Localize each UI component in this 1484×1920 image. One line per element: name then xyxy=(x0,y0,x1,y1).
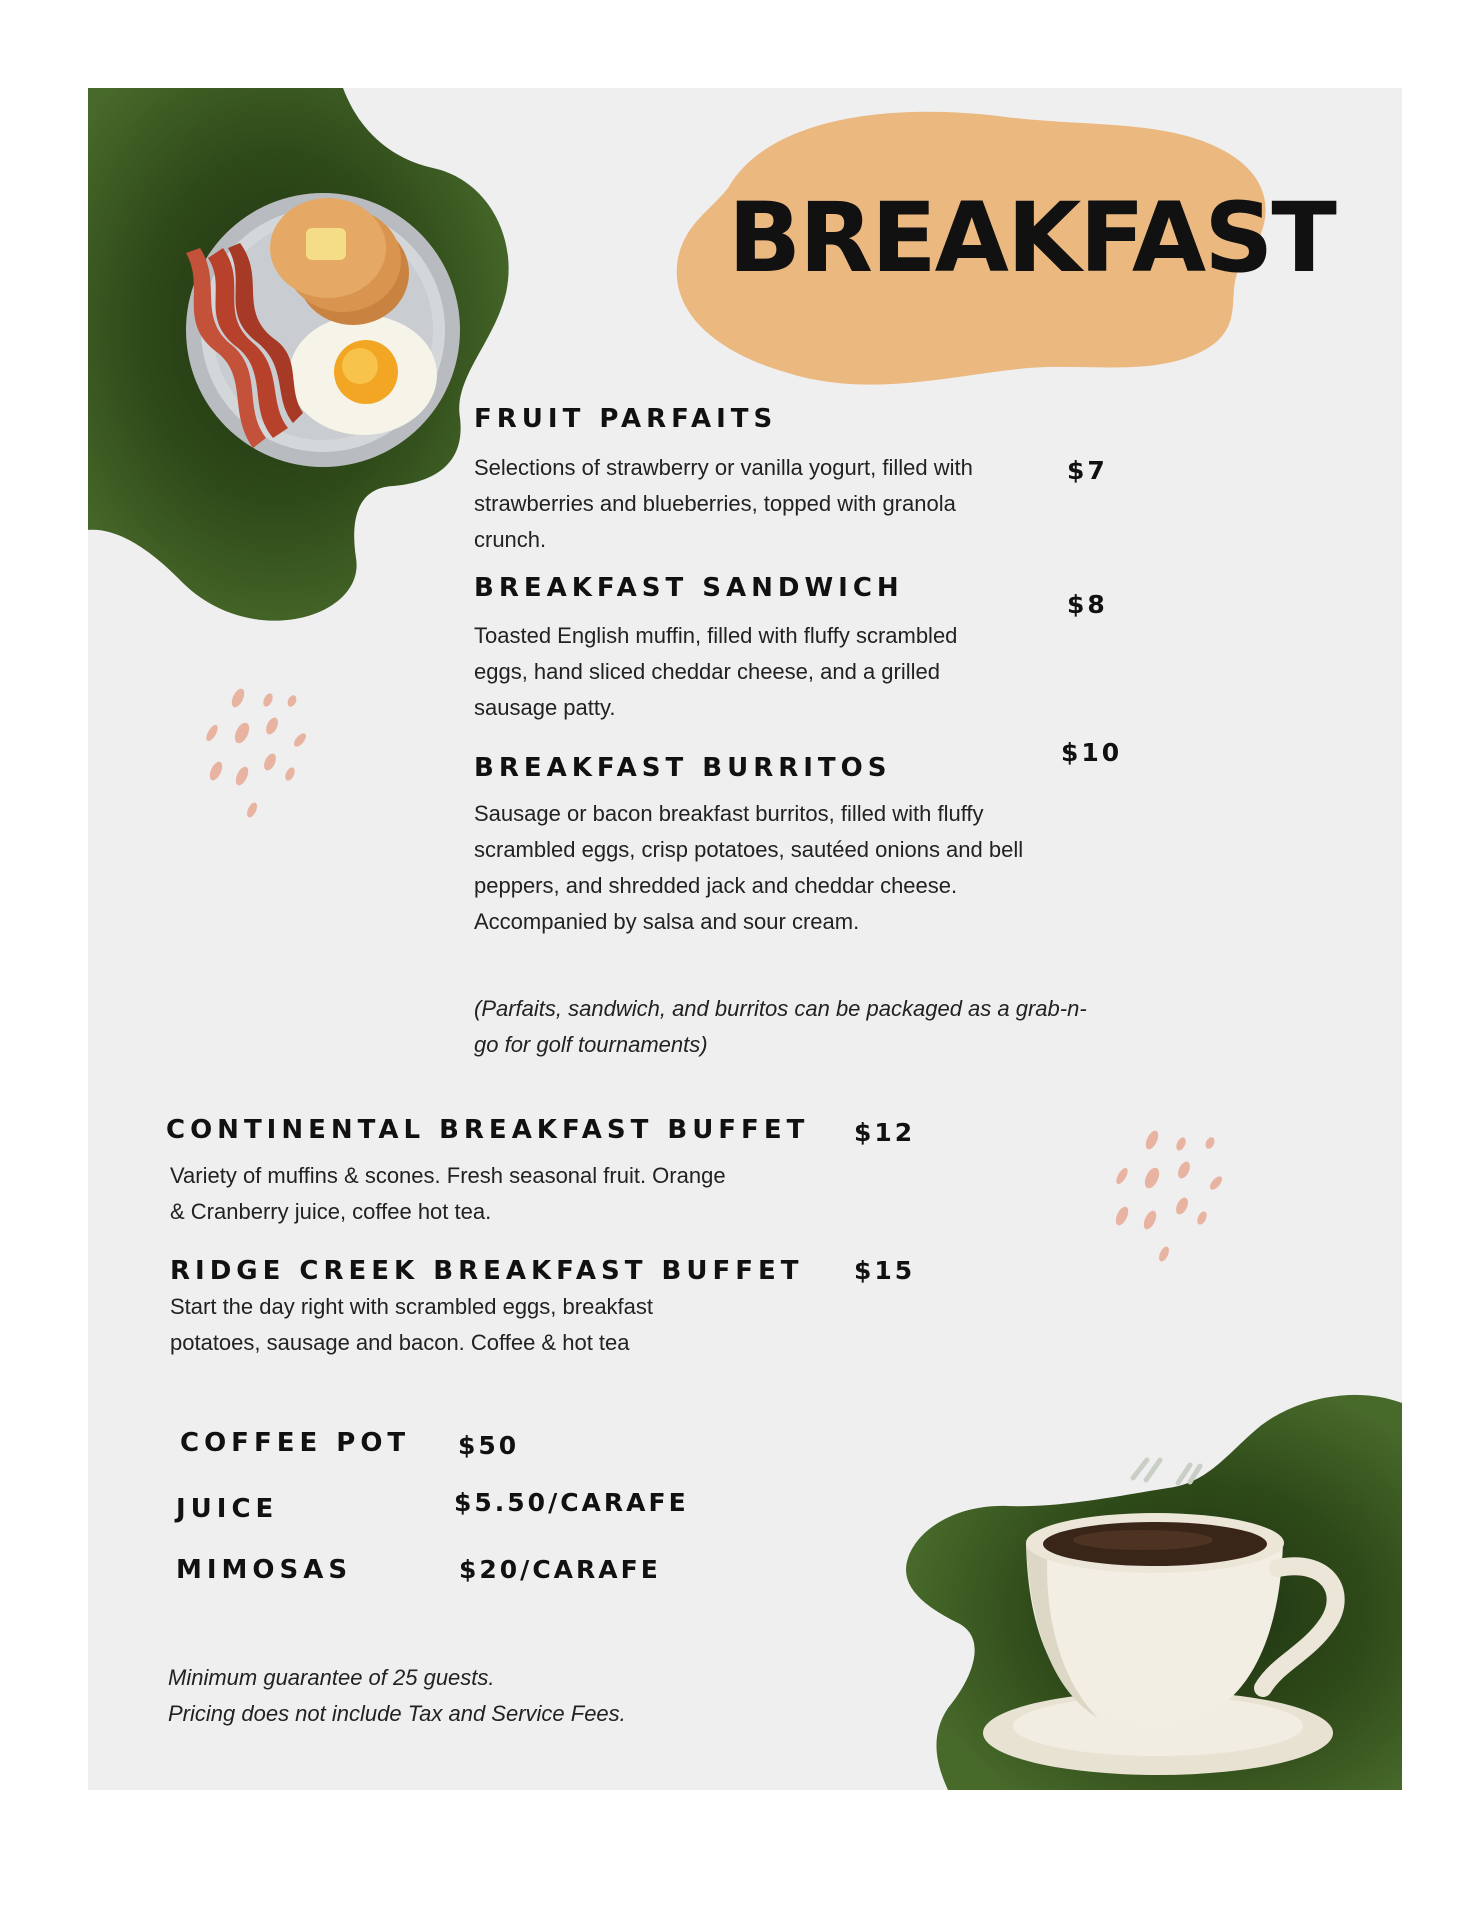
item-price-breakfast-sandwich: $8 xyxy=(1067,590,1108,619)
item-heading-fruit-parfaits: FRUIT PARFAITS xyxy=(474,404,778,434)
item-heading-breakfast-sandwich: BREAKFAST SANDWICH xyxy=(474,573,904,603)
item-price-breakfast-burritos: $10 xyxy=(1061,738,1123,767)
coffee-cup-illustration xyxy=(878,1388,1402,1790)
breakfast-plate-illustration xyxy=(88,88,608,648)
buffet-description-ridge-creek: Start the day right with scrambled eggs, breakfast potatoes, sausage and bacon. Coffee & hot tea xyxy=(170,1294,654,1355)
dots-decoration-left xyxy=(200,688,330,828)
menu-sheet xyxy=(88,88,1402,1790)
buffet-price-ridge-creek: $15 xyxy=(854,1256,916,1285)
beverage-price-juice: $5.50/CARAFE xyxy=(454,1488,689,1517)
buffet-heading-continental: CONTINENTAL BREAKFAST BUFFET xyxy=(166,1115,810,1145)
buffet-description-continental: Variety of muffins & scones. Fresh seasonal fruit. Orange & Cranberry juice, coffee hot tea. xyxy=(170,1163,726,1224)
beverage-name-mimosas: MIMOSAS xyxy=(176,1555,353,1585)
footer-pricing-note: Pricing does not include Tax and Service Fees. xyxy=(168,1701,626,1726)
buffet-price-continental: $12 xyxy=(854,1118,916,1147)
page-title: BREAKFAST xyxy=(728,182,1335,294)
dots-decoration-right xyxy=(1106,1128,1236,1268)
item-price-fruit-parfaits: $7 xyxy=(1067,456,1108,485)
item-description-fruit-parfaits: Selections of strawberry or vanilla yogurt, filled with strawberries and blueberries, topped with granola crunch. xyxy=(474,455,973,552)
package-note: (Parfaits, sandwich, and burritos can be packaged as a grab-n-go for golf tournaments) xyxy=(474,996,1087,1057)
beverage-name-coffee-pot: COFFEE POT xyxy=(180,1428,411,1458)
footer-minimum-guests: Minimum guarantee of 25 guests. xyxy=(168,1665,495,1690)
buffet-heading-ridge-creek: RIDGE CREEK BREAKFAST BUFFET xyxy=(170,1256,804,1286)
item-description-breakfast-sandwich: Toasted English muffin, filled with fluffy scrambled eggs, hand sliced cheddar cheese, and a grilled sausage patty. xyxy=(474,623,958,720)
item-heading-breakfast-burritos: BREAKFAST BURRITOS xyxy=(474,753,892,783)
beverage-price-coffee-pot: $50 xyxy=(458,1431,520,1460)
beverage-name-juice: JUICE xyxy=(176,1494,279,1524)
item-description-breakfast-burritos: Sausage or bacon breakfast burritos, filled with fluffy scrambled eggs, crisp potatoes, sautéed onions and bell peppers, and shredded jack and cheddar cheese. Accompanied by salsa and sour cream. xyxy=(474,801,1024,934)
footer-notes xyxy=(168,1660,626,1732)
beverage-price-mimosas: $20/CARAFE xyxy=(459,1555,661,1584)
